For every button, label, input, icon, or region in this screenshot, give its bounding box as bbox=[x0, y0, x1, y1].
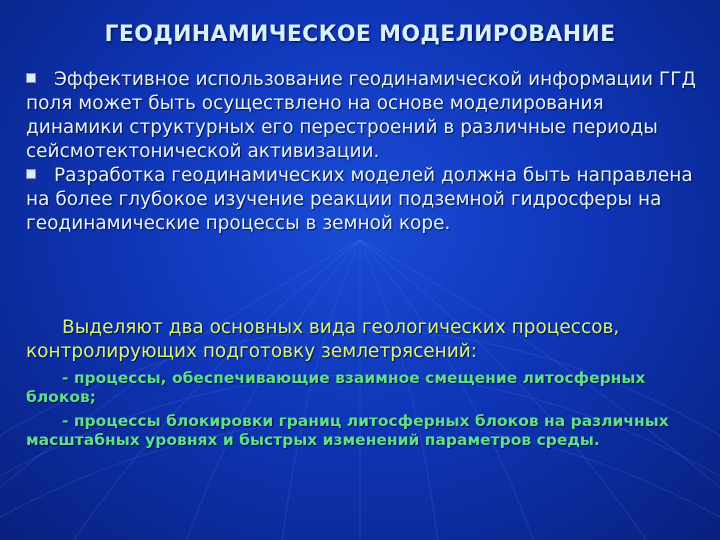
process-item bbox=[26, 369, 698, 407]
square-bullet-icon bbox=[26, 73, 36, 83]
process-text: - процессы, обеспечивающие взаимное смещение литосферных блоков; bbox=[26, 369, 646, 406]
square-bullet-icon bbox=[26, 169, 36, 179]
slide-title: ГЕОДИНАМИЧЕСКОЕ МОДЕЛИРОВАНИЕ bbox=[104, 22, 616, 47]
lead-paragraph bbox=[26, 316, 698, 364]
process-item bbox=[26, 412, 698, 450]
bullet-item bbox=[26, 68, 698, 164]
bullet-list bbox=[26, 68, 698, 236]
bullet-text: Разработка геодинамических моделей должна быть направлена на более глубокое изучение реакции подземной гидросферы на геодинамические процессы в земной коре. bbox=[26, 165, 693, 234]
lead-text: Выделяют два основных вида геологических процессов, контролирующих подготовку землетрясений: bbox=[26, 317, 620, 362]
bullet-item bbox=[26, 164, 698, 236]
process-text: - процессы блокировки границ литосферных блоков на различных масштабных уровнях и быстрых изменений параметров среды. bbox=[26, 412, 669, 449]
bullet-text: Эффективное использование геодинамической информации ГГД поля может быть осуществлено на основе моделирования динамики структурных его перестроений в различные периоды сейсмотектонической активизации. bbox=[26, 69, 696, 162]
